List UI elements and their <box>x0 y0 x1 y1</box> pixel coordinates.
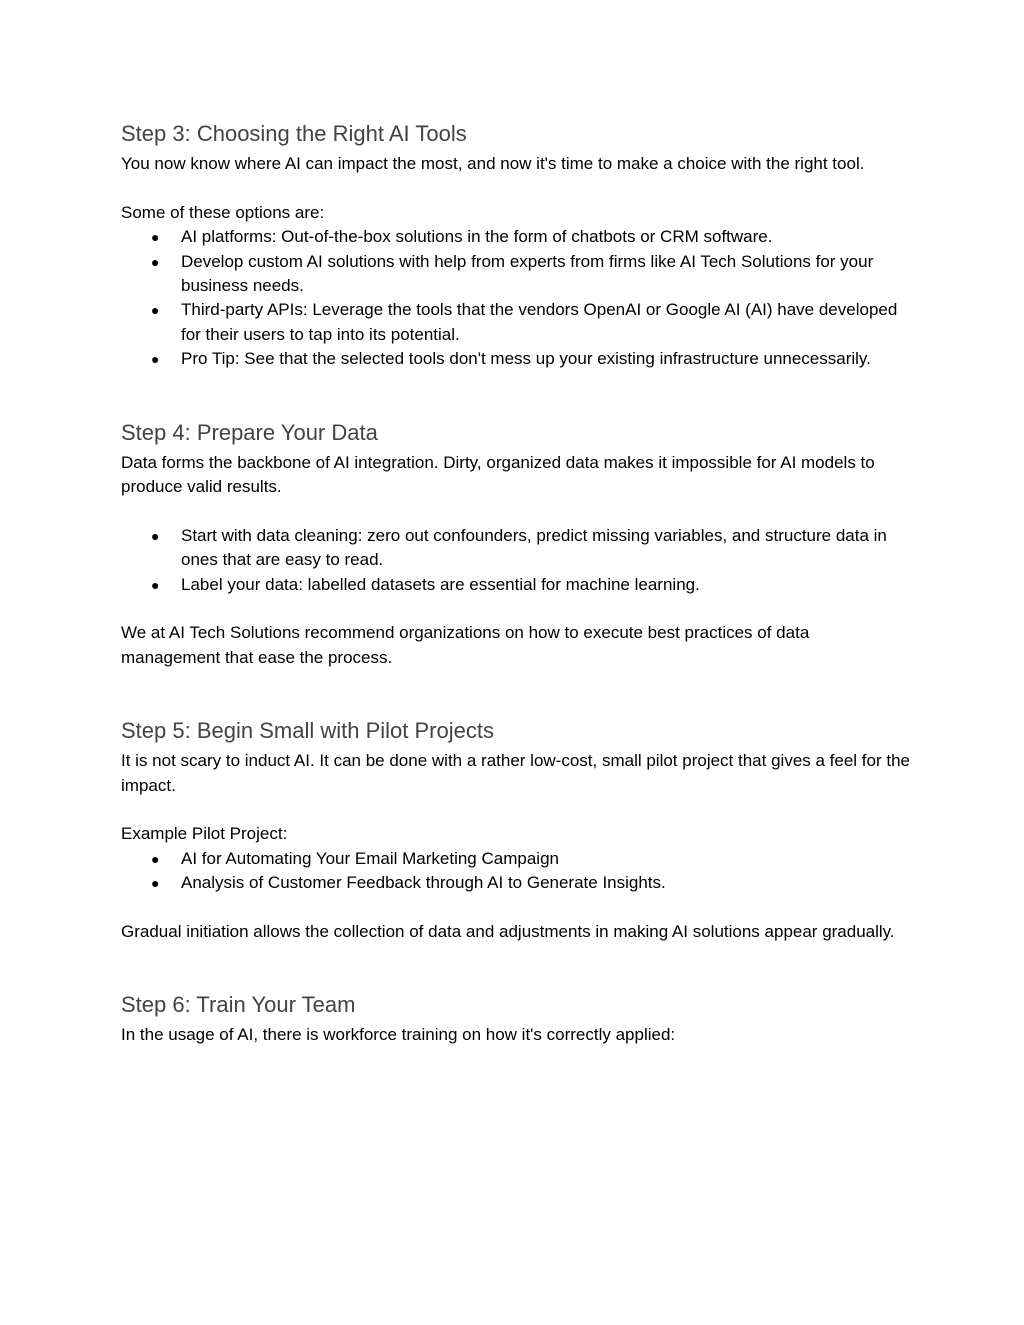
section-step-4 <box>121 417 911 671</box>
list-item: ● Develop custom AI solutions with help from experts from firms like AI Tech Solutions for your business needs. <box>151 251 874 296</box>
section-step-3 <box>121 118 911 372</box>
section-heading: Step 6: Train Your Team <box>121 992 356 1018</box>
section-intro: In the usage of AI, there is workforce training on how it's correctly applied: <box>121 1025 676 1045</box>
bullet-list <box>121 847 911 896</box>
list-item: ● Label your data: labelled datasets are essential for machine learning. <box>121 573 911 597</box>
list-item: ● AI platforms: Out-of-the-box solutions in the form of chatbots or CRM software. <box>121 225 911 249</box>
bullet-icon: ● <box>151 253 160 270</box>
bullet-icon: ● <box>151 351 160 368</box>
list-item: ● Third-party APIs: Leverage the tools that the vendors OpenAI or Google AI (AI) have developed for their users to tap into its potential. <box>151 300 898 344</box>
section-heading: Step 5: Begin Small with Pilot Projects <box>121 718 494 744</box>
section-heading: Step 3: Choosing the Right AI Tools <box>121 121 467 146</box>
list-lead: Some of these options are: <box>121 202 325 222</box>
list-lead: Example Pilot Project: <box>121 824 288 844</box>
section-intro: You now know where AI can impact the most, and now it's time to make a choice with the right tool. <box>121 154 865 173</box>
section-heading: Step 4: Prepare Your Data <box>121 419 378 445</box>
bullet-list <box>121 225 911 371</box>
document-page <box>121 118 911 1048</box>
bullet-list <box>121 524 911 597</box>
bullet-icon: ● <box>151 302 160 319</box>
section-outro: Gradual initiation allows the collection of data and adjustments in making AI solutions appear gradually. <box>121 922 895 942</box>
section-intro: It is not scary to induct AI. It can be done with a rather low-cost, small pilot project that gives a feel for the impact. <box>121 751 910 795</box>
bullet-icon: ● <box>151 850 160 867</box>
bullet-icon: ● <box>151 875 160 892</box>
list-item: ● Start with data cleaning: zero out confounders, predict missing variables, and structure data in ones that are easy to read. <box>151 525 887 570</box>
bullet-icon: ● <box>151 527 160 544</box>
section-outro: We at AI Tech Solutions recommend organizations on how to execute best practices of data management that ease the process. <box>121 623 810 667</box>
section-step-5 <box>121 715 911 944</box>
section-step-6 <box>121 989 911 1047</box>
list-item: ● AI for Automating Your Email Marketing Campaign <box>121 847 911 871</box>
bullet-icon: ● <box>151 576 160 593</box>
list-item: ● Pro Tip: See that the selected tools don't mess up your existing infrastructure unnecessarily. <box>121 347 911 371</box>
list-item: ● Analysis of Customer Feedback through AI to Generate Insights. <box>121 871 911 895</box>
bullet-icon: ● <box>151 229 160 246</box>
section-intro: Data forms the backbone of AI integration. Dirty, organized data makes it impossible for AI models to produce valid results. <box>121 452 875 497</box>
